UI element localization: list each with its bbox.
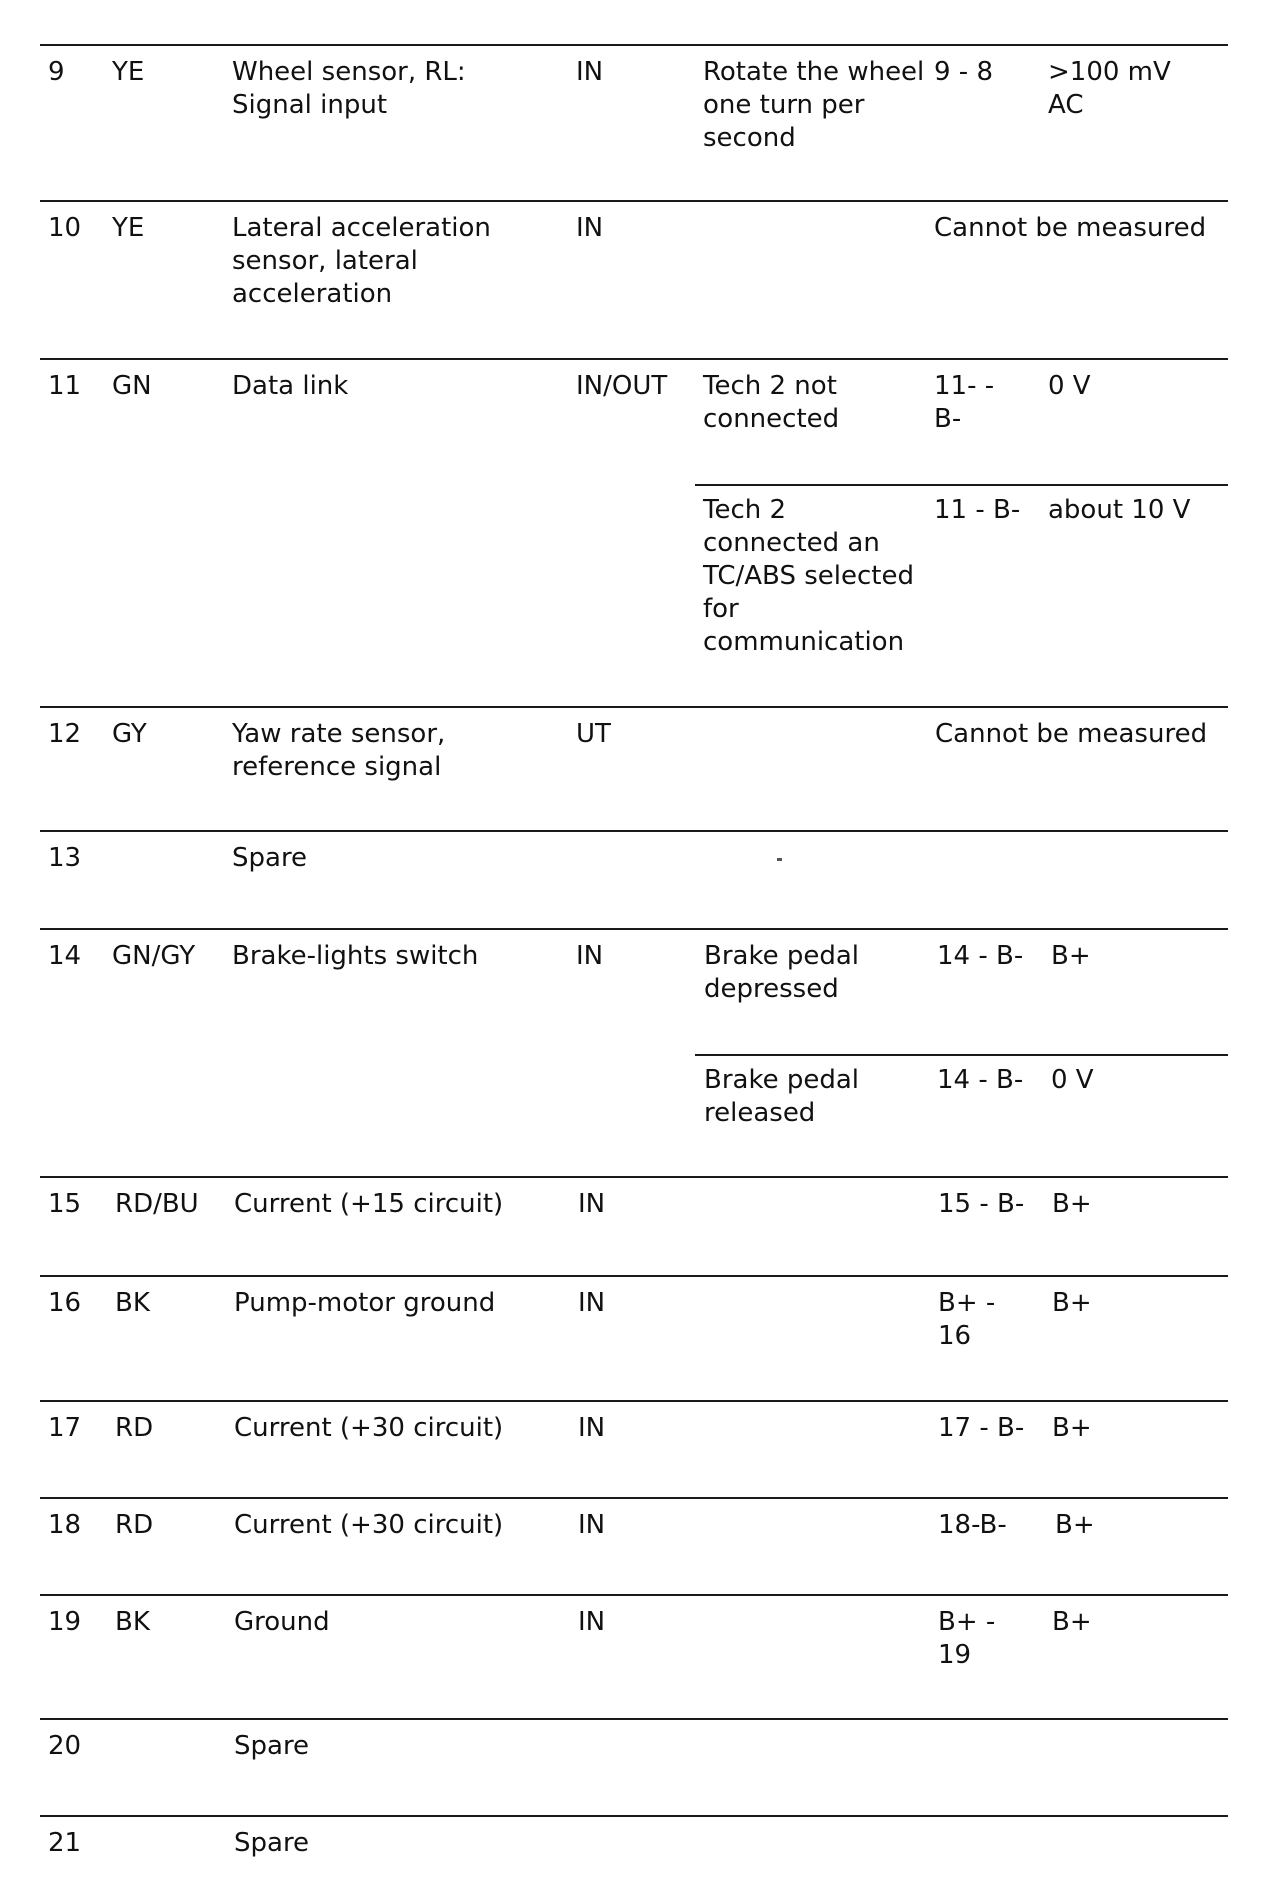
pin-description: Brake-lights switch [232, 941, 479, 971]
pin-number: 19 [48, 1607, 82, 1637]
measurement-note: Cannot be measured [934, 213, 1207, 243]
signal-direction: IN [578, 1413, 606, 1443]
nominal-value: B+ [1052, 1413, 1092, 1443]
pin-description: Lateral acceleration sensor, lateral acceleration [232, 213, 491, 309]
measure-pins: 9 - 8 [934, 57, 993, 87]
pin-number: 21 [48, 1828, 82, 1858]
nominal-value: 0 V [1048, 371, 1091, 401]
measure-pins: 15 - B- [938, 1189, 1025, 1219]
nominal-value: >100 mV AC [1048, 57, 1171, 120]
measure-pins: 17 - B- [938, 1413, 1025, 1443]
wire-color: RD [115, 1510, 154, 1540]
table-row [40, 1400, 1228, 1497]
table-row [40, 1176, 1228, 1275]
table-row [40, 44, 1228, 200]
pin-number: 9 [48, 57, 65, 87]
nominal-value: B+ [1052, 1607, 1092, 1637]
table-row [40, 1815, 1228, 1875]
signal-direction: IN [576, 213, 604, 243]
test-condition: Brake pedal released [704, 1065, 860, 1128]
measure-pins: 11- - B- [934, 371, 995, 434]
pin-description: Pump-motor ground [234, 1288, 496, 1318]
pin-description: Spare [232, 843, 308, 873]
signal-direction: IN [578, 1607, 606, 1637]
table-row [40, 1275, 1228, 1400]
nominal-value: B+ [1055, 1510, 1095, 1540]
pin-description: Current (+30 circuit) [234, 1413, 504, 1443]
wire-color: BK [115, 1607, 150, 1637]
pin-number: 10 [48, 213, 82, 243]
signal-direction: IN [578, 1288, 606, 1318]
test-condition: Tech 2 connected an TC/ABS selected for communication [703, 495, 914, 657]
pin-description: Ground [234, 1607, 330, 1637]
signal-direction: IN [578, 1510, 606, 1540]
signal-direction: IN [576, 57, 604, 87]
measure-pins: 14 - B- [937, 1065, 1024, 1095]
table-row [40, 358, 1228, 706]
nominal-value: B+ [1052, 1189, 1092, 1219]
pin-description: Spare [234, 1828, 310, 1858]
table-row [40, 1718, 1228, 1815]
pin-description: Data link [232, 371, 349, 401]
stray-mark [777, 858, 782, 861]
test-condition: Brake pedal depressed [704, 941, 860, 1004]
pin-number: 20 [48, 1731, 82, 1761]
measure-pins: 11 - B- [934, 495, 1021, 525]
pin-description: Current (+30 circuit) [234, 1510, 504, 1540]
table-row [40, 200, 1228, 358]
pinout-table [40, 44, 1228, 1875]
pin-description: Current (+15 circuit) [234, 1189, 504, 1219]
table-row [40, 706, 1228, 830]
wire-color: GN [112, 371, 152, 401]
nominal-value: 0 V [1051, 1065, 1094, 1095]
pin-number: 13 [48, 843, 82, 873]
nominal-value: B+ [1052, 1288, 1092, 1318]
wire-color: YE [112, 57, 145, 87]
pin-description: Wheel sensor, RL: Signal input [232, 57, 466, 120]
pin-number: 18 [48, 1510, 82, 1540]
wire-color: BK [115, 1288, 150, 1318]
pin-description: Yaw rate sensor, reference signal [232, 719, 446, 782]
measure-pins: B+ - 16 [938, 1288, 996, 1351]
table-row [40, 1497, 1228, 1594]
measurement-note: Cannot be measured [935, 719, 1208, 749]
pin-number: 17 [48, 1413, 82, 1443]
pin-number: 14 [48, 941, 82, 971]
wire-color: YE [112, 213, 145, 243]
measure-pins: B+ - 19 [938, 1607, 996, 1670]
pin-number: 12 [48, 719, 82, 749]
signal-direction: IN [576, 941, 604, 971]
pin-number: 11 [48, 371, 82, 401]
pin-number: 16 [48, 1288, 82, 1318]
measure-pins: 18-B- [938, 1510, 1007, 1540]
wire-color: RD [115, 1413, 154, 1443]
test-condition: Rotate the wheel one turn per second [703, 57, 925, 153]
nominal-value: B+ [1051, 941, 1091, 971]
signal-direction: IN/OUT [576, 371, 668, 401]
signal-direction: IN [578, 1189, 606, 1219]
nominal-value: about 10 V [1048, 495, 1191, 525]
condition-subrow [695, 1054, 1228, 1178]
table-row [40, 830, 1228, 928]
table-row [40, 1594, 1228, 1718]
measure-pins: 14 - B- [937, 941, 1024, 971]
table-row [40, 928, 1228, 1176]
pin-description: Spare [234, 1731, 310, 1761]
wire-color: GN/GY [112, 941, 196, 971]
wire-color: RD/BU [115, 1189, 199, 1219]
condition-subrow [695, 484, 1228, 708]
signal-direction: UT [576, 719, 611, 749]
wire-color: GY [112, 719, 147, 749]
pin-number: 15 [48, 1189, 82, 1219]
test-condition: Tech 2 not connected [703, 371, 840, 434]
